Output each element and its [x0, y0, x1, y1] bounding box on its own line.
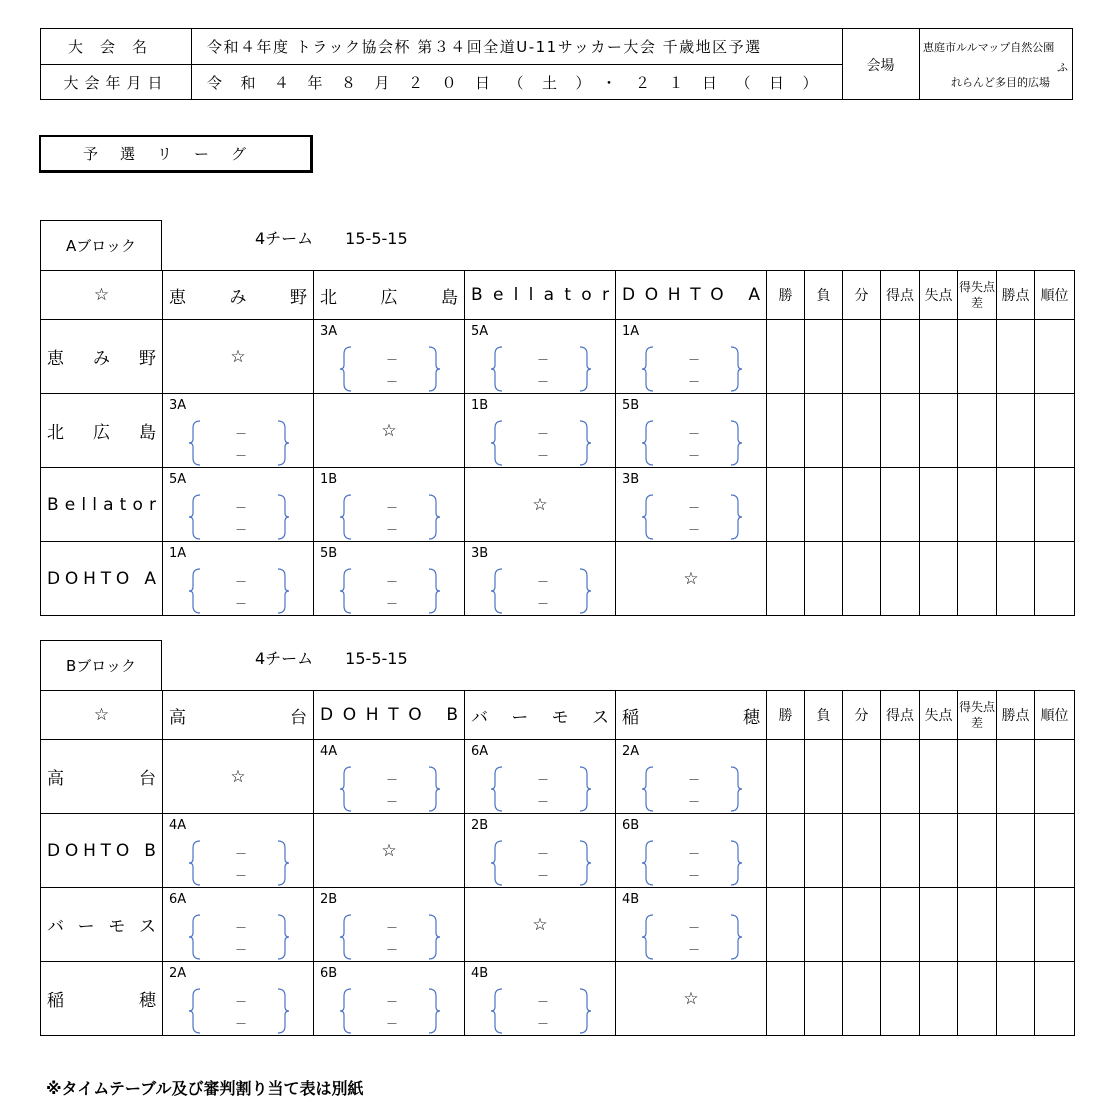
match-cell[interactable] [163, 542, 314, 616]
team-name: 高 台 [47, 769, 156, 789]
match-code: 6B [320, 966, 338, 981]
stat-cell[interactable] [843, 962, 881, 1036]
score-dash: － [688, 375, 701, 389]
stat-header: 失点 [920, 691, 958, 740]
score-dash: － [537, 375, 550, 389]
team-name: バ ー モ ス [47, 917, 156, 937]
stat-header: 負 [805, 271, 843, 320]
score-dash: － [386, 353, 399, 367]
score-dash: － [386, 773, 399, 787]
match-cell[interactable] [314, 740, 465, 814]
star-mark: ☆ [683, 568, 699, 589]
stat-header: 勝点 [997, 691, 1035, 740]
stat-cell[interactable] [843, 888, 881, 962]
match-code: 1A [169, 546, 187, 561]
score-dash: － [235, 501, 248, 515]
stat-cell[interactable] [805, 542, 843, 616]
match-code: 5A [169, 472, 187, 487]
stat-header: 失点 [920, 271, 958, 320]
block-name: Bブロック [40, 640, 162, 690]
self-cell [314, 394, 465, 468]
self-cell [616, 542, 767, 616]
stat-cell[interactable] [843, 740, 881, 814]
match-code: 3A [169, 398, 187, 413]
score-dash: － [235, 995, 248, 1009]
score-dash: － [688, 847, 701, 861]
stat-cell[interactable] [1035, 542, 1075, 616]
stat-header: 順位 [1035, 271, 1075, 320]
stat-cell[interactable] [767, 814, 805, 888]
score-dash: － [537, 847, 550, 861]
stat-cell[interactable] [1035, 320, 1075, 394]
stat-header: 勝 [767, 271, 805, 320]
tournament-label: 大会名 [67, 38, 164, 56]
match-code: 4B [622, 892, 640, 907]
match-cell[interactable] [163, 888, 314, 962]
stat-cell[interactable] [881, 740, 920, 814]
score-dash: － [688, 523, 701, 537]
row-team [41, 542, 163, 616]
stat-cell[interactable] [920, 542, 958, 616]
stat-cell[interactable] [805, 962, 843, 1036]
team-name: 稲 穂 [47, 991, 156, 1011]
team-name: 稲 穂 [622, 707, 760, 728]
match-cell[interactable] [163, 814, 314, 888]
stat-cell[interactable] [767, 320, 805, 394]
score-dash: － [688, 353, 701, 367]
match-code: 6B [622, 818, 640, 833]
self-cell [314, 814, 465, 888]
stat-cell[interactable] [881, 542, 920, 616]
stat-cell[interactable] [997, 888, 1035, 962]
stat-cell[interactable] [997, 740, 1035, 814]
score-dash: － [688, 501, 701, 515]
score-dash: － [235, 1017, 248, 1031]
match-cell[interactable] [465, 962, 616, 1036]
column-team [163, 271, 314, 320]
match-cell[interactable] [465, 740, 616, 814]
self-cell [163, 740, 314, 814]
match-code: 2B [471, 818, 489, 833]
stat-cell[interactable] [843, 394, 881, 468]
match-cell[interactable] [465, 320, 616, 394]
star-mark: ☆ [230, 766, 246, 787]
row-team [41, 468, 163, 542]
score-dash: － [537, 575, 550, 589]
score-dash: － [537, 427, 550, 441]
stat-cell[interactable] [805, 888, 843, 962]
team-name: 北 広 島 [47, 423, 156, 443]
stat-cell[interactable] [1035, 814, 1075, 888]
match-code: 1B [471, 398, 489, 413]
row-team [41, 320, 163, 394]
team-name: D O H T O B [320, 705, 458, 725]
stat-header: 得失点差 [958, 691, 997, 740]
score-dash: － [386, 375, 399, 389]
match-cell[interactable] [616, 468, 767, 542]
match-cell[interactable] [465, 814, 616, 888]
league-table [40, 690, 1075, 1036]
match-cell[interactable] [163, 468, 314, 542]
stat-cell[interactable] [767, 468, 805, 542]
row-team [41, 740, 163, 814]
stat-cell[interactable] [958, 962, 997, 1036]
score-dash: － [537, 795, 550, 809]
team-name: D O H T O A [47, 568, 156, 589]
self-cell [163, 320, 314, 394]
stat-cell[interactable] [881, 814, 920, 888]
match-code: 2A [622, 744, 640, 759]
stat-cell[interactable] [1035, 468, 1075, 542]
stat-cell[interactable] [805, 814, 843, 888]
row-team [41, 814, 163, 888]
stat-header: 順位 [1035, 691, 1075, 740]
stat-cell[interactable] [997, 468, 1035, 542]
stat-cell[interactable] [997, 814, 1035, 888]
stage-label: 予選リーグ [39, 135, 313, 173]
venue-label: 会場 [866, 57, 895, 74]
match-code: 4A [320, 744, 338, 759]
star-mark: ☆ [381, 420, 397, 441]
stat-header: 勝 [767, 691, 805, 740]
team-name: B e l l a t o r [471, 285, 609, 305]
match-cell[interactable] [314, 542, 465, 616]
stat-cell[interactable] [997, 962, 1035, 1036]
match-cell[interactable] [314, 468, 465, 542]
stat-cell[interactable] [767, 394, 805, 468]
venue-line1: 恵庭市ルルマップ自然公園 [923, 41, 1055, 54]
stat-header: 分 [843, 691, 881, 740]
match-cell[interactable] [616, 814, 767, 888]
match-cell[interactable] [616, 320, 767, 394]
stat-cell[interactable] [881, 468, 920, 542]
stat-cell[interactable] [805, 320, 843, 394]
league-table [40, 270, 1075, 616]
match-cell[interactable] [314, 888, 465, 962]
score-dash: － [235, 597, 248, 611]
stat-cell[interactable] [767, 740, 805, 814]
stat-cell[interactable] [997, 542, 1035, 616]
self-cell [465, 468, 616, 542]
score-dash: － [386, 795, 399, 809]
score-dash: － [688, 869, 701, 883]
stat-cell[interactable] [1035, 888, 1075, 962]
stat-cell[interactable] [1035, 394, 1075, 468]
column-team [314, 691, 465, 740]
star-mark: ☆ [532, 494, 548, 515]
stat-cell[interactable] [881, 888, 920, 962]
star-mark: ☆ [230, 346, 246, 367]
stat-cell[interactable] [805, 740, 843, 814]
star-mark: ☆ [381, 840, 397, 861]
block-name: Aブロック [40, 220, 162, 270]
stat-cell[interactable] [997, 320, 1035, 394]
block-info: 4チーム 15-5-15 [255, 649, 408, 668]
stat-cell[interactable] [920, 962, 958, 1036]
column-team [465, 271, 616, 320]
match-code: 5B [622, 398, 640, 413]
team-name: D O H T O A [622, 285, 760, 305]
match-cell[interactable] [616, 740, 767, 814]
row-team [41, 888, 163, 962]
score-dash: － [235, 869, 248, 883]
venue-line3: れらんど多目的広場 [951, 76, 1050, 89]
self-cell [616, 962, 767, 1036]
score-dash: － [688, 795, 701, 809]
match-code: 2B [320, 892, 338, 907]
star-mark: ☆ [532, 914, 548, 935]
stat-cell[interactable] [805, 394, 843, 468]
team-name: 北 広 島 [320, 287, 458, 308]
score-dash: － [537, 449, 550, 463]
stat-cell[interactable] [997, 394, 1035, 468]
score-dash: － [235, 943, 248, 957]
stat-cell[interactable] [920, 740, 958, 814]
stat-cell[interactable] [920, 394, 958, 468]
stat-cell[interactable] [958, 542, 997, 616]
tournament-name: 令和４年度 トラック協会杯 第３４回全道U-11サッカー大会 千歳地区予選 [207, 38, 762, 56]
match-cell[interactable] [163, 962, 314, 1036]
corner-star: ☆ [41, 271, 163, 320]
score-dash: － [386, 995, 399, 1009]
stat-header: 得失点差 [958, 271, 997, 320]
score-dash: － [537, 773, 550, 787]
score-dash: － [386, 575, 399, 589]
score-dash: － [537, 869, 550, 883]
team-name: 恵 み 野 [169, 287, 307, 308]
stat-cell[interactable] [881, 394, 920, 468]
stat-header: 負 [805, 691, 843, 740]
score-dash: － [537, 995, 550, 1009]
stat-cell[interactable] [920, 814, 958, 888]
stat-cell[interactable] [767, 888, 805, 962]
column-team [616, 271, 767, 320]
match-code: 6A [471, 744, 489, 759]
score-dash: － [688, 921, 701, 935]
stat-cell[interactable] [1035, 962, 1075, 1036]
stat-cell[interactable] [881, 962, 920, 1036]
score-dash: － [235, 427, 248, 441]
stat-header: 勝点 [997, 271, 1035, 320]
venue-line2: ふ [1057, 61, 1068, 74]
score-dash: － [537, 597, 550, 611]
score-dash: － [537, 353, 550, 367]
score-dash: － [235, 449, 248, 463]
stat-cell[interactable] [767, 542, 805, 616]
match-code: 5A [471, 324, 489, 339]
stat-cell[interactable] [958, 814, 997, 888]
score-dash: － [688, 943, 701, 957]
corner-star: ☆ [41, 691, 163, 740]
stat-cell[interactable] [920, 888, 958, 962]
star-mark: ☆ [683, 988, 699, 1009]
stat-cell[interactable] [767, 962, 805, 1036]
score-dash: － [537, 1017, 550, 1031]
score-dash: － [386, 943, 399, 957]
score-dash: － [688, 427, 701, 441]
tournament-header [40, 28, 1073, 100]
stat-cell[interactable] [843, 814, 881, 888]
match-code: 2A [169, 966, 187, 981]
match-code: 3B [622, 472, 640, 487]
stat-cell[interactable] [843, 542, 881, 616]
stat-header: 分 [843, 271, 881, 320]
match-code: 3A [320, 324, 338, 339]
match-code: 4A [169, 818, 187, 833]
date-value: 令和４年８月２０日（土）・２１日（日） [207, 73, 837, 92]
score-dash: － [386, 501, 399, 515]
score-dash: － [235, 575, 248, 589]
team-name: バ ー モ ス [471, 707, 609, 728]
self-cell [465, 888, 616, 962]
stat-cell[interactable] [805, 468, 843, 542]
score-dash: － [235, 847, 248, 861]
match-code: 4B [471, 966, 489, 981]
date-label: 大会年月日 [63, 73, 169, 92]
score-dash: － [386, 597, 399, 611]
match-code: 5B [320, 546, 338, 561]
team-name: 恵 み 野 [47, 349, 156, 369]
stat-cell[interactable] [958, 468, 997, 542]
stat-cell[interactable] [843, 468, 881, 542]
footnote: ※タイムテーブル及び審判割り当て表は別紙 [46, 1079, 364, 1098]
stat-cell[interactable] [958, 394, 997, 468]
team-name: 高 台 [169, 707, 307, 728]
team-name: D O H T O B [47, 840, 156, 861]
match-cell[interactable] [314, 962, 465, 1036]
stat-cell[interactable] [958, 320, 997, 394]
stat-cell[interactable] [881, 320, 920, 394]
score-dash: － [386, 1017, 399, 1031]
stat-cell[interactable] [843, 320, 881, 394]
row-team [41, 962, 163, 1036]
stat-header: 得点 [881, 691, 920, 740]
match-code: 1A [622, 324, 640, 339]
match-cell[interactable] [616, 394, 767, 468]
match-cell[interactable] [616, 888, 767, 962]
match-cell[interactable] [465, 542, 616, 616]
column-team [163, 691, 314, 740]
stat-cell[interactable] [920, 468, 958, 542]
score-dash: － [386, 523, 399, 537]
match-cell[interactable] [314, 320, 465, 394]
stat-cell[interactable] [920, 320, 958, 394]
score-dash: － [235, 921, 248, 935]
column-team [616, 691, 767, 740]
score-dash: － [386, 921, 399, 935]
row-team [41, 394, 163, 468]
score-dash: － [688, 773, 701, 787]
score-dash: － [688, 449, 701, 463]
column-team [314, 271, 465, 320]
block-info: 4チーム 15-5-15 [255, 229, 408, 248]
match-cell[interactable] [163, 394, 314, 468]
match-cell[interactable] [465, 394, 616, 468]
stat-header: 得点 [881, 271, 920, 320]
match-code: 3B [471, 546, 489, 561]
score-dash: － [235, 523, 248, 537]
team-name: B e l l a t o r [47, 494, 156, 515]
match-code: 6A [169, 892, 187, 907]
match-code: 1B [320, 472, 338, 487]
column-team [465, 691, 616, 740]
stat-cell[interactable] [958, 740, 997, 814]
stat-cell[interactable] [958, 888, 997, 962]
stat-cell[interactable] [1035, 740, 1075, 814]
